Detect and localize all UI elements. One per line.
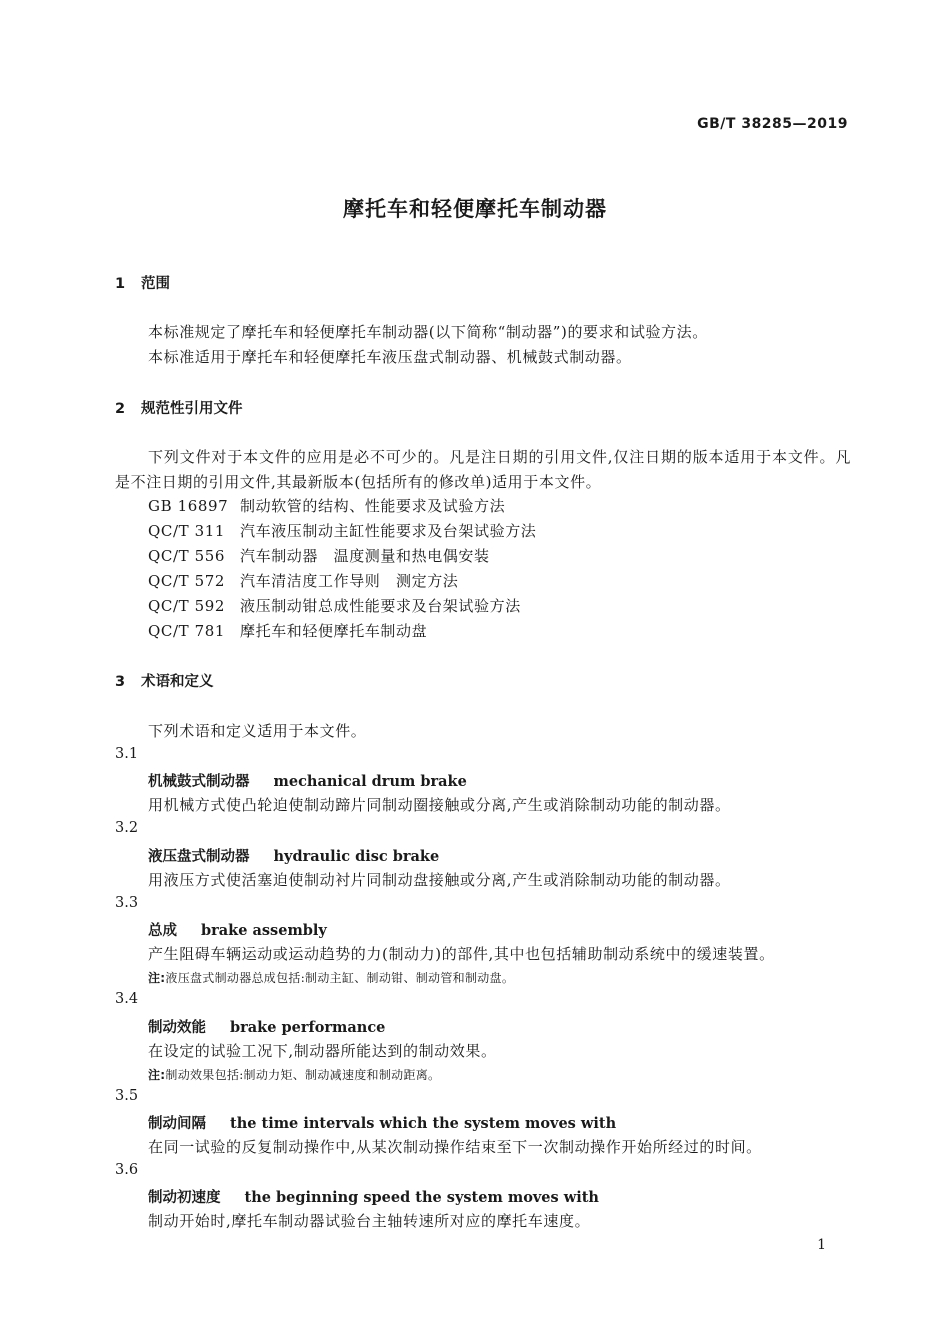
reference-code: QC/T 592 xyxy=(148,597,226,615)
term-number: 3.2 xyxy=(115,820,139,836)
reference-item xyxy=(148,570,458,591)
term-definition: 在同一试验的反复制动操作中,从某次制动操作结束至下一次制动操作开始所经过的时间。 xyxy=(148,1138,762,1156)
term-zh: 总成 xyxy=(148,923,177,939)
reference-code: QC/T 572 xyxy=(148,572,226,590)
term-number: 3.1 xyxy=(115,746,139,762)
reference-title: 液压制动钳总成性能要求及台架试验方法 xyxy=(240,597,521,615)
section-number: 3 xyxy=(115,674,126,690)
reference-item xyxy=(148,595,521,616)
note-label: 注: xyxy=(148,1068,166,1082)
paragraph: 下列文件对于本文件的应用是必不可少的。凡是注日期的引用文件,仅注日期的版本适用于本文件。凡是不注日期的引用文件,其最新版本(包括所有的修改单)适用于本文件。 xyxy=(115,448,851,491)
reference-title: 汽车制动器 温度测量和热电偶安装 xyxy=(240,547,490,565)
term-heading xyxy=(148,770,467,791)
document-title: 摩托车和轻便摩托车制动器 xyxy=(343,197,607,221)
term-en: the beginning speed the system moves with xyxy=(244,1189,599,1206)
note-text: 制动效果包括:制动力矩、制动减速度和制动距离。 xyxy=(165,1068,441,1082)
paragraph: 本标准适用于摩托车和轻便摩托车液压盘式制动器、机械鼓式制动器。 xyxy=(148,348,632,366)
term-en: brake performance xyxy=(230,1019,386,1036)
standard-number: GB/T 38285—2019 xyxy=(697,116,848,132)
note-label: 注: xyxy=(148,971,166,985)
reference-item xyxy=(148,520,536,541)
note-text: 液压盘式制动器总成包括:制动主缸、制动钳、制动管和制动盘。 xyxy=(165,971,515,985)
term-heading xyxy=(148,1112,616,1133)
term-definition: 用液压方式使活塞迫使制动衬片同制动盘接触或分离,产生或消除制动功能的制动器。 xyxy=(148,871,731,889)
reference-code: QC/T 311 xyxy=(148,522,226,540)
term-en: the time intervals which the system moves with xyxy=(230,1115,617,1132)
term-definition: 用机械方式使凸轮迫使制动蹄片同制动圈接触或分离,产生或消除制动功能的制动器。 xyxy=(148,796,731,814)
reference-item xyxy=(148,620,427,641)
term-heading xyxy=(148,845,439,866)
term-definition: 制动开始时,摩托车制动器试验台主轴转速所对应的摩托车速度。 xyxy=(148,1212,591,1230)
term-number: 3.5 xyxy=(115,1088,139,1104)
reference-code: QC/T 556 xyxy=(148,547,226,565)
reference-item xyxy=(148,495,505,516)
term-zh: 制动间隔 xyxy=(148,1116,206,1132)
section-title: 规范性引用文件 xyxy=(141,401,243,417)
paragraph: 本标准规定了摩托车和轻便摩托车制动器(以下简称“制动器”)的要求和试验方法。 xyxy=(148,323,708,341)
section-title: 范围 xyxy=(141,276,170,292)
reference-title: 制动软管的结构、性能要求及试验方法 xyxy=(240,497,506,515)
term-en: hydraulic disc brake xyxy=(273,848,440,865)
term-heading xyxy=(148,1016,385,1037)
reference-title: 摩托车和轻便摩托车制动盘 xyxy=(240,622,428,640)
term-en: mechanical drum brake xyxy=(273,773,467,790)
section-number: 2 xyxy=(115,401,126,417)
page-number: 1 xyxy=(817,1237,826,1253)
term-zh: 制动初速度 xyxy=(148,1190,221,1206)
section-1-heading xyxy=(115,272,170,293)
term-note xyxy=(148,969,514,986)
term-note xyxy=(148,1066,440,1083)
section-2-heading xyxy=(115,397,243,418)
term-number: 3.4 xyxy=(115,991,139,1007)
reference-title: 汽车液压制动主缸性能要求及台架试验方法 xyxy=(240,522,537,540)
term-heading xyxy=(148,1186,599,1207)
term-definition: 产生阻碍车辆运动或运动趋势的力(制动力)的部件,其中也包括辅助制动系统中的缓速装置。 xyxy=(148,945,775,963)
term-zh: 制动效能 xyxy=(148,1020,206,1036)
term-zh: 液压盘式制动器 xyxy=(148,849,250,865)
reference-item xyxy=(148,545,490,566)
paragraph: 下列术语和定义适用于本文件。 xyxy=(148,722,367,740)
section-title: 术语和定义 xyxy=(141,674,214,690)
term-definition: 在设定的试验工况下,制动器所能达到的制动效果。 xyxy=(148,1042,497,1060)
term-en: brake assembly xyxy=(201,922,327,939)
reference-code: GB 16897 xyxy=(148,497,229,515)
term-number: 3.3 xyxy=(115,895,139,911)
term-zh: 机械鼓式制动器 xyxy=(148,774,250,790)
term-heading xyxy=(148,919,327,940)
section-3-heading xyxy=(115,670,214,691)
section-number: 1 xyxy=(115,276,126,292)
reference-title: 汽车清洁度工作导则 测定方法 xyxy=(240,572,459,590)
term-number: 3.6 xyxy=(115,1162,139,1178)
reference-code: QC/T 781 xyxy=(148,622,226,640)
